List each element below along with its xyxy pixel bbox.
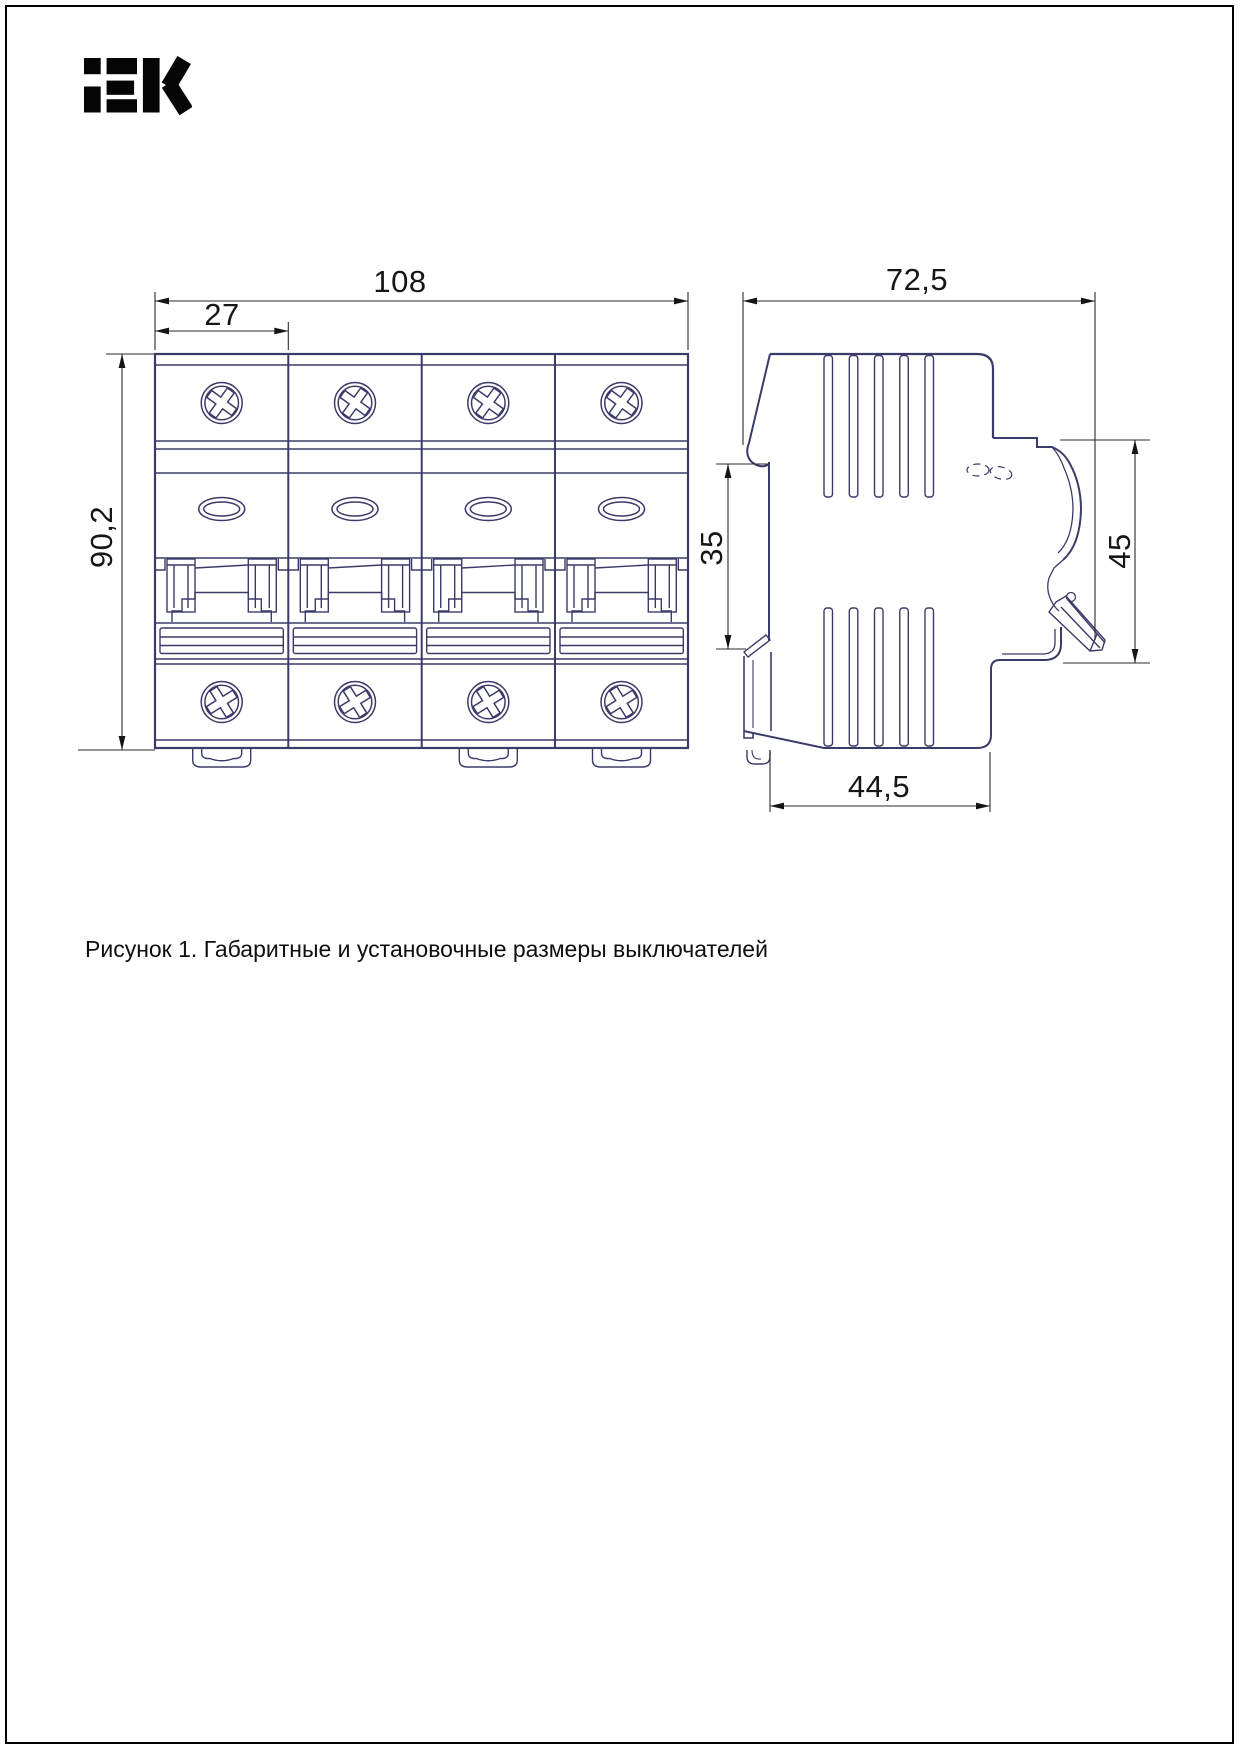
- label-window: [332, 498, 378, 521]
- dim-line-72-5: [743, 292, 1095, 640]
- toggle-cell: [288, 559, 421, 654]
- terminal-screw-icon: [600, 381, 643, 424]
- dim-label-din-rail: 35: [694, 530, 729, 566]
- toggle-cell: [555, 559, 688, 654]
- side-bottom-outline: [744, 627, 1061, 748]
- din-latch-tab-inner: [752, 750, 761, 759]
- dim-label-mount-depth: 44,5: [847, 769, 911, 804]
- side-rear-hook: [747, 354, 770, 466]
- din-clip-tab: [593, 748, 651, 767]
- terminal-screw-icon: [334, 681, 377, 724]
- dim-label-front-height: 45: [1102, 533, 1137, 569]
- terminal-screw-icon: [467, 681, 510, 724]
- toggle-cell: [422, 559, 555, 654]
- dim-label-overall-width: 108: [373, 264, 427, 299]
- label-window: [465, 498, 511, 521]
- toggle-lever: [1049, 596, 1105, 651]
- din-clip-tab: [459, 748, 517, 767]
- din-latch-body: [744, 656, 753, 738]
- side-bottom-inner: [1002, 629, 1055, 654]
- dimension-lines: [78, 292, 1150, 812]
- front-view: [155, 354, 688, 767]
- side-front-step: [993, 438, 1081, 560]
- label-window: [199, 498, 245, 521]
- din-clip-tab: [193, 748, 251, 767]
- dim-label-module-width: 27: [204, 297, 240, 332]
- side-top-outline: [770, 354, 993, 438]
- din-latch-lip: [744, 635, 770, 657]
- module-divider-lines: [288, 354, 555, 748]
- ventilation-ribs-bottom: [824, 608, 934, 746]
- dim-label-overall-height: 90,2: [84, 505, 119, 569]
- terminal-screw-icon: [200, 381, 243, 424]
- figure-caption: Рисунок 1. Габаритные и установочные размеры выключателей: [85, 936, 768, 962]
- terminal-screw-icon: [600, 681, 643, 724]
- toggle-cell: [155, 559, 288, 654]
- terminal-screw-icon: [467, 381, 510, 424]
- din-latch-tab: [747, 750, 770, 764]
- terminal-screw-icon: [333, 381, 376, 424]
- label-window: [599, 498, 645, 521]
- dim-label-depth: 72,5: [885, 262, 949, 297]
- dimension-arrows: [119, 298, 1139, 810]
- terminal-screw-icon: [200, 681, 243, 724]
- hidden-hole-dashed: [967, 464, 1013, 481]
- side-view: [744, 354, 1105, 764]
- ventilation-ribs-top: [824, 356, 934, 498]
